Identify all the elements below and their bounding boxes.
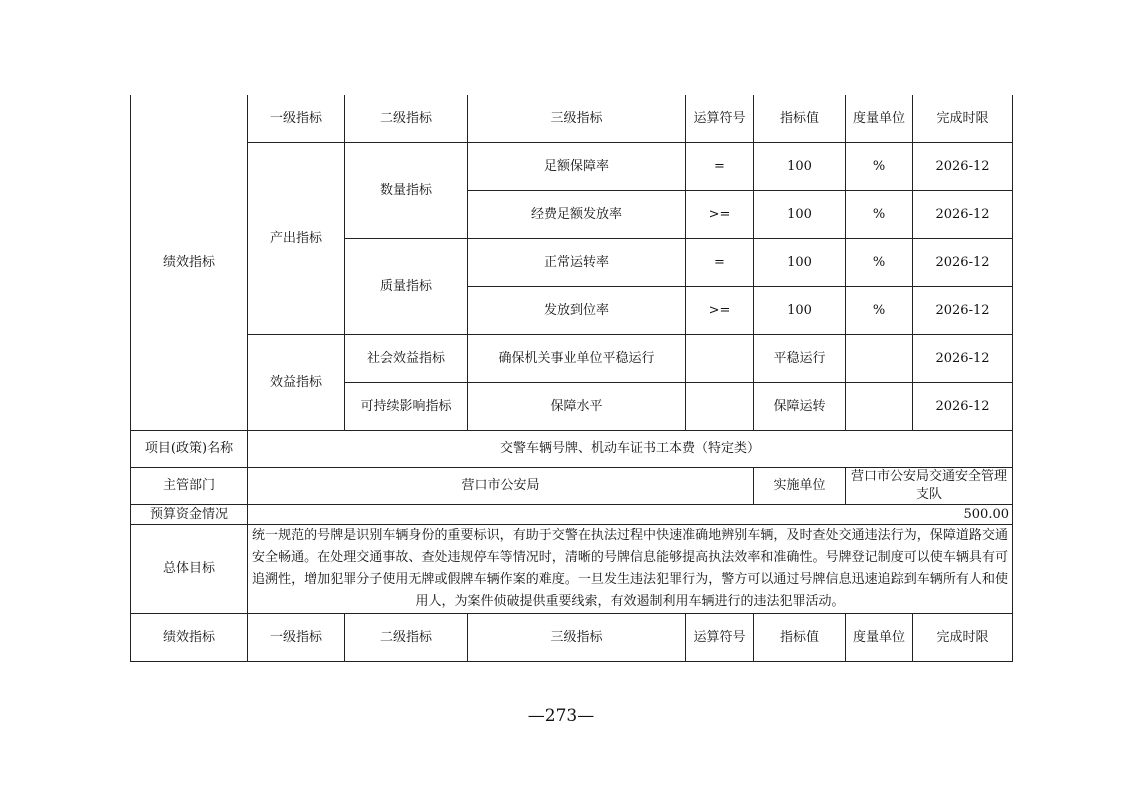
header-level1: 一级指标 [248,95,345,143]
value-cell: 平稳运行 [754,335,846,383]
deadline-cell: 2026-12 [913,239,1013,287]
performance-table [130,95,1013,662]
unit-cell: % [846,191,913,239]
operator-cell: >= [686,191,754,239]
project-name-label: 项目(政策)名称 [131,431,248,468]
header-deadline: 完成时限 [913,614,1013,662]
header-deadline: 完成时限 [913,95,1013,143]
quantity-indicator-cell: 数量指标 [345,143,468,239]
project-name-value: 交警车辆号牌、机动车证书工本费（特定类） [248,431,1013,468]
header-unit: 度量单位 [846,95,913,143]
level3-cell: 经费足额发放率 [468,191,686,239]
deadline-cell: 2026-12 [913,143,1013,191]
goal-text: 统一规范的号牌是识别车辆身份的重要标识，有助于交警在执法过程中快速准确地辨别车辆，及时查处交通违法行为，保障道路交通安全畅通。在处理交通事故、查处违规停车等情况时，清晰的号牌信息能够提高执法效率和准确性。号牌登记制度可以使车辆具有可追溯性，增加犯罪分子使用无牌或假牌车辆作案的难度。一旦发生违法犯罪行为，警方可以通过号牌信息迅速追踪到车辆所有人和使用人，为案件侦破提供重要线索，有效遏制利用车辆进行的违法犯罪活动。 [248,525,1013,614]
value-cell: 100 [754,143,846,191]
dept-value: 营口市公安局 [248,468,754,505]
benefit-indicator-cell: 效益指标 [248,335,345,431]
operator-cell: = [686,143,754,191]
impl-label: 实施单位 [754,468,846,505]
table-row [131,335,1013,383]
operator-cell: >= [686,287,754,335]
value-cell: 保障运转 [754,383,846,431]
header-level2: 二级指标 [345,614,468,662]
header-value: 指标值 [754,614,846,662]
budget-value: 500.00 [248,505,1013,525]
value-cell: 100 [754,239,846,287]
level3-cell: 发放到位率 [468,287,686,335]
deadline-cell: 2026-12 [913,383,1013,431]
budget-row [131,505,1013,525]
page-number: —273— [527,706,595,726]
value-cell: 100 [754,287,846,335]
project-name-row [131,431,1013,468]
value-cell: 100 [754,191,846,239]
unit-cell: % [846,287,913,335]
deadline-cell: 2026-12 [913,191,1013,239]
header-row-2 [131,614,1013,662]
level3-cell: 确保机关事业单位平稳运行 [468,335,686,383]
output-indicator-cell: 产出指标 [248,143,345,335]
header-operator: 运算符号 [686,95,754,143]
unit-cell [846,335,913,383]
operator-cell [686,383,754,431]
unit-cell: % [846,239,913,287]
header-level3: 三级指标 [468,614,686,662]
level3-cell: 足额保障率 [468,143,686,191]
deadline-cell: 2026-12 [913,287,1013,335]
perf-indicator-cell-2: 绩效指标 [131,614,248,662]
table-row [131,143,1013,191]
dept-label: 主管部门 [131,468,248,505]
header-level1: 一级指标 [248,614,345,662]
header-level3: 三级指标 [468,95,686,143]
level2-cell: 可持续影响指标 [345,383,468,431]
header-row [131,95,1013,143]
deadline-cell: 2026-12 [913,335,1013,383]
goal-label: 总体目标 [131,525,248,614]
unit-cell: % [846,143,913,191]
header-value: 指标值 [754,95,846,143]
impl-value: 营口市公安局交通安全管理支队 [846,468,1013,505]
budget-label: 预算资金情况 [131,505,248,525]
unit-cell [846,383,913,431]
header-operator: 运算符号 [686,614,754,662]
level3-cell: 保障水平 [468,383,686,431]
header-unit: 度量单位 [846,614,913,662]
header-level2: 二级指标 [345,95,468,143]
operator-cell: = [686,239,754,287]
quality-indicator-cell: 质量指标 [345,239,468,335]
level3-cell: 正常运转率 [468,239,686,287]
operator-cell [686,335,754,383]
perf-indicator-cell: 绩效指标 [131,95,248,431]
goal-row [131,525,1013,614]
level2-cell: 社会效益指标 [345,335,468,383]
department-row [131,468,1013,505]
